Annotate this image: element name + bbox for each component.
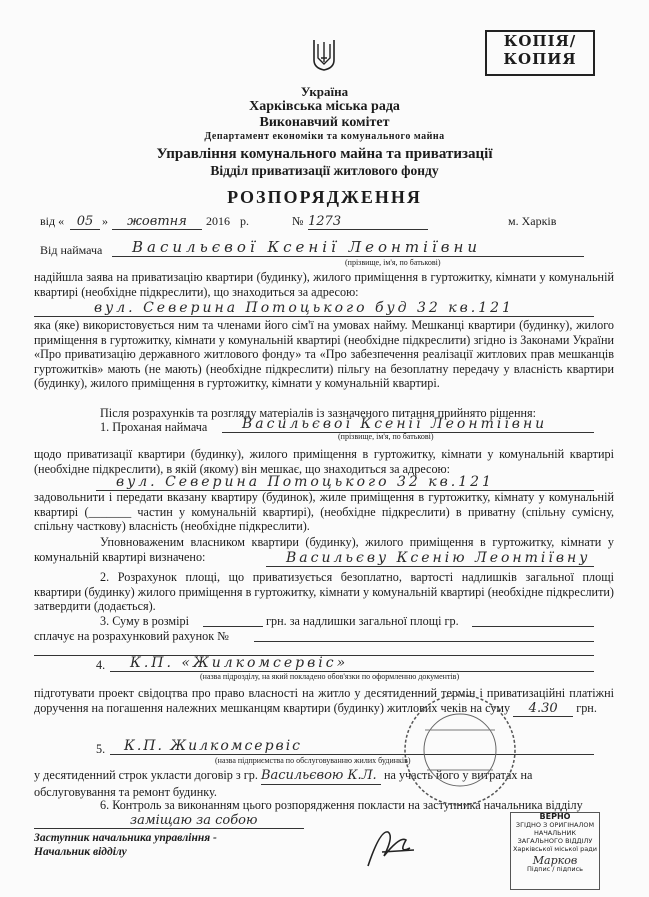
date-day: 05 — [70, 214, 100, 230]
date-close: » — [102, 214, 108, 228]
item5-value: К.П. Жилкомсервіс — [110, 738, 594, 755]
certification-stamp — [510, 812, 600, 890]
address-2: вул. Северина Потоцького 32 кв.121 — [96, 474, 594, 491]
p8-b: грн. за надлишки загальної площі гр. — [266, 614, 459, 628]
applicant-caption: (прізвище, ім'я, по батькові) — [345, 258, 441, 267]
paragraph-6: Уповноваженим власником квартири (будинку), жилого приміщення в гуртожитку, кімнати у комунальній квартирі визначено: — [34, 535, 614, 564]
council: Харківська міська рада — [249, 99, 400, 114]
signatory-title-1: Заступник начальника управління - — [34, 832, 217, 844]
city: м. Харків — [508, 214, 557, 228]
voucher-amount: 4.30 — [513, 702, 573, 718]
control-person: заміщаю за собою — [34, 814, 304, 830]
account-blank — [254, 641, 594, 642]
address: вул. Северина Потоцького буд 32 кв.121 — [34, 300, 594, 317]
round-seal-icon — [395, 690, 525, 810]
seal-text-3: Харківської міської ради — [512, 845, 598, 853]
p10-tail: на участь його у витратах на обслуговування та ремонт будинку. — [34, 768, 533, 799]
item5-caption: (назва підприємства по обслуговуванню жилих будинків) — [215, 756, 411, 765]
number-label: № — [292, 214, 304, 228]
stamp-line1: КОПІЯ/ — [503, 32, 577, 50]
date-line — [40, 214, 620, 232]
date-year: 2016 — [206, 214, 230, 228]
item4-label: 4. — [96, 658, 106, 672]
owner-name: Васильєву Ксенію Леонтіївну — [266, 550, 594, 567]
item4-caption: (назва підрозділу, на який покладено обов'язки по оформленню документів) — [200, 672, 460, 681]
applicant-name: Васильєвої Ксенії Леонтіївни — [112, 238, 584, 257]
stamp-line2: КОПИЯ — [503, 50, 577, 68]
signature-mark — [360, 826, 430, 870]
paragraph-1: надійшла заява на приватизацію квартири (будинку), жилого приміщення в гуртожитку, кімнати у комунальній квартирі (необхідне підкреслити), що знаходиться за адресою: — [34, 270, 614, 299]
item5-label: 5. — [96, 742, 106, 756]
item4-value: К.П. «Жилкомсервіс» — [110, 655, 594, 672]
country: Україна — [300, 84, 349, 99]
paragraph-7: 2. Розрахунок площі, що приватизується безоплатно, вартості надлишків загальної площі квартири (будинку) жилого приміщення в гуртожитку, кімнати у комунальній квартирі (необхідне підкреслити) затвердити (додається). — [34, 570, 614, 613]
copy-stamp — [485, 30, 595, 76]
paragraph-2: яка (яке) використовується ним та членами його сім'ї на умовах найму. Мешканці квартири (будинку), жилого приміщення в гуртожитку, кімнати у комунальній квартирі (необхідне підкреслити) згідно із Законами України «Про приватизацію державного житлового фонду» та «Про забезпечення реалізації житлових прав мешканців гуртожитків» мають (не мають) (необхідне підкреслити) пільгу на безоплатну передачу у власність квартири (будинку), жилого приміщення в гуртожитку, кімнати у комунальній квартирі. — [34, 318, 614, 390]
directorate: Управління комунального майна та приватизації — [156, 146, 493, 162]
paragraph-10 — [34, 768, 614, 799]
p9-currency: грн. — [576, 700, 597, 715]
p11-text: 6. Контроль за виконанням цього розпорядження покласти на заступника начальника відділу — [100, 798, 583, 812]
committee: Виконавчий комітет — [259, 115, 390, 130]
seal-text-4: Підпис / підпись — [527, 865, 583, 873]
p8-c: сплачує на розрахунковий рахунок № — [34, 629, 229, 643]
date-prefix: від « — [40, 214, 65, 228]
order-number: 1273 — [308, 214, 428, 230]
section: Відділ приватизації житлового фонду — [210, 163, 439, 178]
paragraph-9 — [34, 686, 614, 717]
seal-verno: ВЕРНО — [539, 812, 571, 821]
item1-label: 1. Проханая наймача — [100, 420, 208, 434]
department: Департамент економіки та комунального майна — [204, 131, 445, 142]
seal-signature: Марков — [532, 854, 578, 867]
sum-blank — [203, 626, 263, 627]
citizen-blank — [472, 626, 594, 627]
paragraph-3: Після розрахунків та розгляду матеріалів із зазначеного питання прийнято рішення: — [100, 406, 537, 420]
p10-text: у десятиденний строк укласти договір з гр. — [34, 768, 258, 782]
seal-text-1: ЗГІДНО З ОРИГІНАЛОМ — [515, 821, 595, 829]
date-month: жовтня — [112, 214, 202, 230]
item1-name: Васильєвої Ксенії Леонтіївни — [222, 416, 594, 433]
date-year-suffix: р. — [240, 214, 249, 228]
applicant-label: Від наймача — [40, 243, 103, 257]
coat-of-arms-icon — [312, 36, 336, 72]
paragraph-5: задовольнити і передати вказану квартиру (будинок), жиле приміщення в гуртожитку, кімнату у комунальній квартирі (_______ частин у комунальній квартирі), (необхідне підкреслити) в приватну (спільну сумісну, спільну часткову) власність (необхідне підкреслити). — [34, 490, 614, 533]
document-title: РОЗПОРЯДЖЕННЯ — [227, 187, 422, 207]
item1-caption: (прізвище, ім'я, по батькові) — [338, 432, 434, 441]
p8-a: 3. Суму в розмірі — [100, 614, 190, 628]
paragraph-4: щодо приватизації квартири (будинку), жилого приміщення в гуртожитку, кімнати у комунальній квартирі (необхідне підкреслити), в якій (якому) він мешкає, що знаходиться за адресою: — [34, 447, 614, 476]
contract-citizen: Васильєвою К.Л. — [261, 769, 381, 785]
signatory-title-2: Начальник відділу — [34, 846, 127, 858]
p9-text: підготувати проект свідоцтва про право власності на житло у десятиденний термін і приватизаційні платіжні доручення на погашення належних мешканцям квартири (будинку) житлових чеків на суму — [34, 686, 614, 715]
seal-text-2: НАЧАЛЬНИК ЗАГАЛЬНОГО ВІДДІЛУ — [517, 829, 593, 845]
